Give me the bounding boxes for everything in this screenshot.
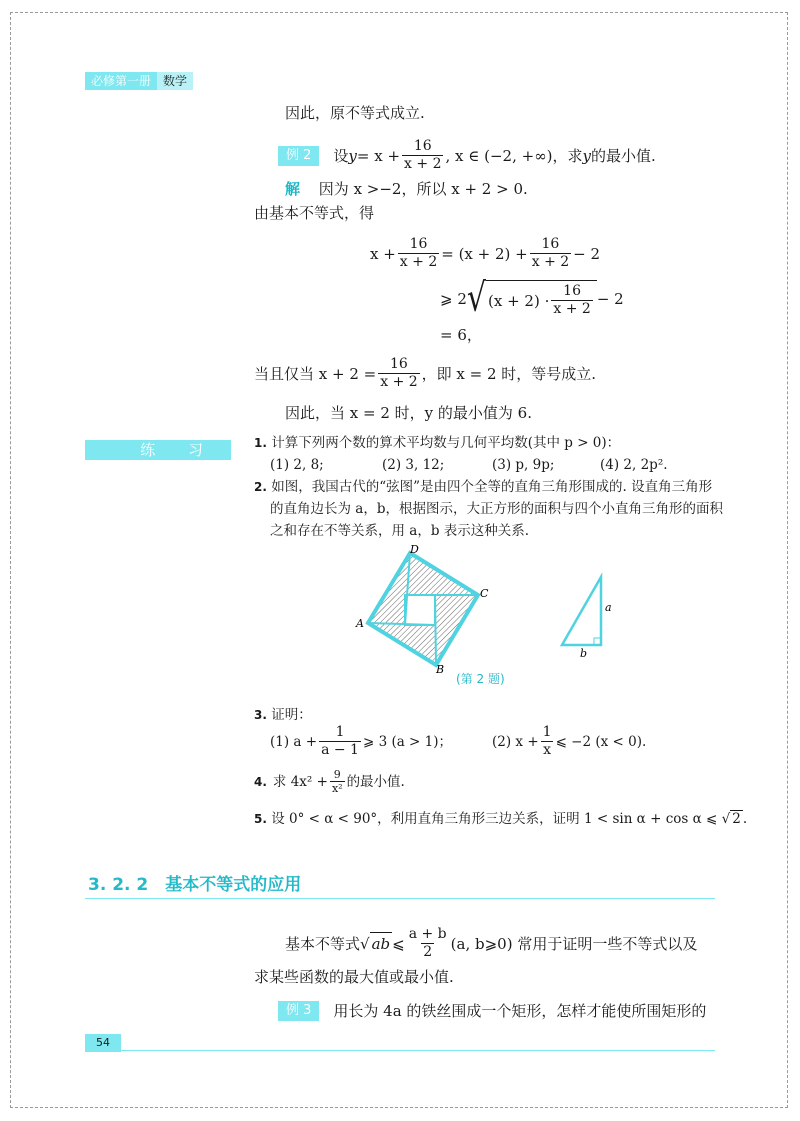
q1-part: (1) 2, 8; [270, 457, 324, 473]
q3-p2-suffix: ⩽ −2 (x < 0). [555, 733, 647, 750]
example2-label: 例 2 [278, 146, 319, 166]
eq2-frac-num: 16 [563, 283, 581, 299]
q3-number: 3. [254, 708, 267, 722]
q5-number: 5. [254, 812, 267, 826]
example2-conclusion: 因此，当 x = 2 时，y 的最小值为 6. [285, 404, 532, 422]
cond-frac-den: x + 2 [380, 374, 418, 390]
section-divider [85, 898, 715, 899]
exercise-q1 [254, 432, 620, 454]
eq1-left: x + [370, 244, 396, 263]
q3-p2-frac [541, 724, 554, 759]
xian-tu-figure [350, 545, 640, 690]
eq1-frac1 [398, 236, 439, 271]
eq1-frac2 [530, 236, 571, 271]
eq1-end: − 2 [573, 244, 601, 263]
p1-frac [407, 926, 449, 961]
q3-text: 证明： [271, 707, 312, 723]
equation-line1 [370, 236, 600, 271]
eq2-frac [551, 283, 592, 318]
q1-part: (2) 3, 12; [382, 457, 445, 473]
page-number: 54 [85, 1034, 121, 1052]
p1-frac-den: 2 [423, 944, 433, 960]
ex2-q-frac-den: x + 2 [404, 156, 442, 172]
eq1-frac2-den: x + 2 [531, 254, 570, 270]
sqrt-symbol: √ [466, 275, 487, 322]
equation-line3: = 6， [440, 326, 482, 344]
example2-question [278, 138, 656, 173]
q3-p2-num: 1 [542, 724, 552, 740]
fig-label-c: C [480, 587, 489, 600]
exercise-q4 [254, 768, 405, 795]
eq1-frac1-num: 16 [409, 236, 428, 252]
equation-line2 [440, 275, 624, 322]
eq2-sqrt [466, 275, 597, 322]
section-title: 3. 2. 2 基本不等式的应用 [88, 875, 302, 895]
ex2-q-y: y [348, 146, 357, 165]
q5-text: 设 0° < α < 90°，利用直角三角形三边关系，证明 1 < sin α + cos α ⩽ [271, 811, 722, 827]
q3-part2 [492, 724, 646, 759]
q1-number: 1. [254, 436, 267, 450]
p1-prefix: 基本不等式 [285, 934, 361, 953]
ex2-q-target: y [582, 146, 592, 165]
fig-label-a: A [356, 617, 364, 630]
ex2-q-fraction [402, 138, 443, 173]
solution-line2: 由基本不等式，得 [254, 204, 375, 222]
q5-sqrt-value: 2 [732, 811, 741, 827]
eq1-mid: = (x + 2) + [441, 244, 528, 263]
q3-p1-suffix: ⩾ 3 (a > 1)； [362, 733, 453, 750]
figure-caption: (第 2 题) [456, 672, 505, 686]
cond-frac-num: 16 [390, 356, 408, 372]
eq2-sqrt-inner [486, 280, 597, 318]
ex2-q-prefix: 设 [333, 146, 349, 165]
ex2-q-suffix: 的最小值. [591, 146, 656, 165]
q3-p1-prefix: (1) a + [270, 733, 318, 750]
eq1-frac2-num: 16 [541, 236, 560, 252]
big-square [368, 553, 478, 665]
p1-sqrt-value: ab [370, 932, 393, 955]
header-subject: 数学 [157, 72, 193, 90]
section-paragraph-line2: 求某些函数的最大值或最小值. [254, 968, 454, 986]
exercise-q5 [254, 808, 747, 830]
q4-prefix: 求 4x² + [272, 773, 328, 790]
q4-suffix: 的最小值. [346, 773, 405, 790]
q5-end: . [742, 811, 748, 827]
example3 [278, 1000, 706, 1022]
header-book: 必修第一册 [85, 72, 157, 90]
p1-frac-num: a + b [408, 926, 447, 942]
eq2-prefix: ⩾ 2 [440, 290, 467, 308]
header-tag [85, 72, 197, 90]
ex2-q-frac-num: 16 [413, 138, 432, 154]
q4-number: 4. [254, 774, 267, 789]
solution-label: 解 [285, 180, 301, 198]
q3-p2-den: x [543, 742, 552, 758]
eq1-frac1-den: x + 2 [399, 254, 438, 270]
q3-p2-prefix: (2) x + [492, 733, 539, 750]
exercise-label: 练 习 [85, 440, 231, 460]
q1-part: (4) 2, 2p². [600, 457, 668, 473]
solution-line1 [285, 178, 528, 200]
p1-leq: ⩽ [392, 934, 405, 953]
condition-line [254, 356, 596, 391]
section-paragraph-line1 [285, 926, 697, 961]
exercise-q3 [254, 704, 312, 726]
q2-line: 的直角边长为 a，b，根据图示，大正方形的面积与四个小直角三角形的面积 [270, 501, 723, 517]
q1-part: (3) p, 9p; [492, 457, 555, 473]
p1-sqrt-symbol: √ [360, 934, 370, 953]
q4-frac-den: x² [331, 782, 343, 795]
q4-frac-num: 9 [333, 768, 341, 781]
q2-line: 之和存在不等关系，用 a，b 表示这种关系. [270, 523, 530, 539]
fig-label-side-b: b [580, 647, 588, 660]
example3-label: 例 3 [278, 1001, 319, 1021]
q3-p1-num: 1 [335, 724, 345, 740]
eq2-frac-den: x + 2 [553, 301, 591, 317]
fig-label-side-a: a [605, 601, 612, 614]
cond-frac [378, 356, 419, 391]
q3-part1 [270, 724, 452, 759]
q5-sqrt-symbol: √ [721, 811, 731, 827]
q4-frac [330, 768, 345, 795]
ex2-q-domain: , x ∈ (−2, +∞)，求 [445, 146, 583, 165]
eq2-end: − 2 [596, 290, 624, 308]
q2-number: 2. [254, 480, 267, 494]
ex2-q-eq: = x + [356, 146, 401, 165]
footer-divider [121, 1050, 715, 1051]
example3-text: 用长为 4a 的铁丝围成一个矩形，怎样才能使所围矩形的 [333, 1002, 707, 1020]
exercise-q2 [254, 476, 712, 498]
right-triangle [562, 577, 601, 645]
cond-prefix: 当且仅当 x + 2 = [254, 364, 377, 383]
q3-p1-den: a − 1 [321, 742, 359, 758]
cond-suffix: ，即 x = 2 时，等号成立. [421, 364, 597, 383]
eq2-inner-text: (x + 2) · [488, 291, 550, 310]
solution-line1-text: 因为 x >−2，所以 x + 2 > 0. [318, 180, 528, 198]
q1-text: 计算下列两个数的算术平均数与几何平均数(其中 p > 0)： [271, 435, 621, 451]
fig-label-b: B [436, 663, 445, 676]
p1-suffix: (a, b⩾0) 常用于证明一些不等式以及 [450, 934, 698, 953]
intro-conclusion: 因此，原不等式成立. [285, 104, 425, 122]
fig-label-d: D [410, 545, 419, 556]
q2-line: 如图，我国古代的“弦图”是由四个全等的直角三角形围成的. 设直角三角形 [271, 479, 713, 495]
q3-p1-frac [319, 724, 361, 759]
